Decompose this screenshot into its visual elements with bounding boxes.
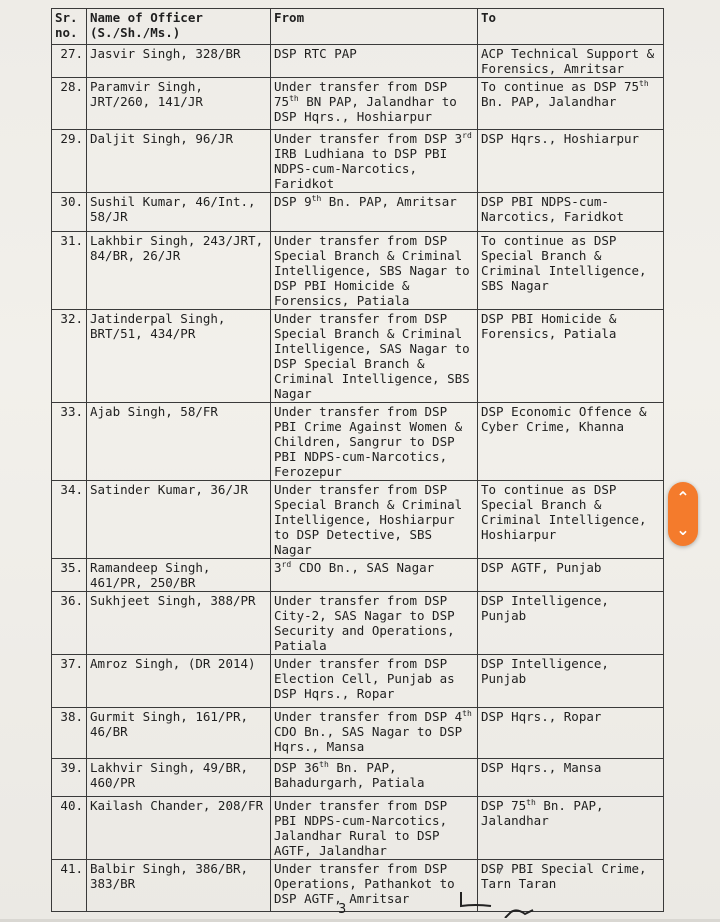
cell-sr: 33. (52, 403, 87, 481)
cell-sr: 39. (52, 759, 87, 797)
cell-name: Lakhbir Singh, 243/JRT, 84/BR, 26/JR (87, 232, 271, 310)
table-header-row (52, 9, 664, 45)
table-row (52, 797, 664, 860)
table-row (52, 592, 664, 655)
cell-from: Under transfer from DSP 75th BN PAP, Jalandhar to DSP Hqrs., Hoshiarpur (271, 78, 478, 130)
chevron-up-icon[interactable]: ⌃ (676, 488, 690, 507)
cell-sr: 37. (52, 655, 87, 708)
transfer-table (51, 8, 664, 912)
cell-from: Under transfer from DSP Operations, Pathankot to DSP AGTF, Amritsar (271, 860, 478, 912)
page-number: 3 (338, 902, 347, 917)
cell-name: Ajab Singh, 58/FR (87, 403, 271, 481)
cell-sr: 34. (52, 481, 87, 559)
cell-from: Under transfer from DSP Election Cell, Punjab as DSP Hqrs., Ropar (271, 655, 478, 708)
cell-sr: 30. (52, 193, 87, 232)
cell-sr: 31. (52, 232, 87, 310)
cell-from: DSP 9th Bn. PAP, Amritsar (271, 193, 478, 232)
cell-to: DSP Economic Offence & Cyber Crime, Khanna (478, 403, 664, 481)
scroll-widget[interactable] (668, 482, 698, 546)
cell-sr: 35. (52, 559, 87, 592)
cell-name: Jasvir Singh, 328/BR (87, 45, 271, 78)
cell-to: DSP PBI Special Crime, Tarn Taran (478, 860, 664, 912)
table-row (52, 45, 664, 78)
header-from: From (271, 9, 478, 45)
cell-sr: 36. (52, 592, 87, 655)
table-row (52, 78, 664, 130)
cell-from: Under transfer from DSP Special Branch & Criminal Intelligence, Hoshiarpur to DSP Detective, SBS Nagar (271, 481, 478, 559)
cell-sr: 38. (52, 708, 87, 759)
table-row (52, 559, 664, 592)
cell-sr: 27. (52, 45, 87, 78)
cell-to: To continue as DSP 75th Bn. PAP, Jalandhar (478, 78, 664, 130)
cell-to: DSP 75th Bn. PAP, Jalandhar (478, 797, 664, 860)
table-row (52, 193, 664, 232)
header-to: To (478, 9, 664, 45)
cell-sr: 41. (52, 860, 87, 912)
cell-from: Under transfer from DSP PBI Crime Against Women & Children, Sangrur to DSP PBI NDPS-cum-Narcotics, Ferozepur (271, 403, 478, 481)
table-row (52, 310, 664, 403)
cell-from: Under transfer from DSP Special Branch & Criminal Intelligence, SAS Nagar to DSP Special Branch & Criminal Intelligence, SBS Nagar (271, 310, 478, 403)
cell-name: Amroz Singh, (DR 2014) (87, 655, 271, 708)
cell-name: Daljit Singh, 96/JR (87, 130, 271, 193)
cell-sr: 40. (52, 797, 87, 860)
cell-to: DSP Hqrs., Ropar (478, 708, 664, 759)
cell-to: DSP PBI Homicide & Forensics, Patiala (478, 310, 664, 403)
cell-from: 3rd CDO Bn., SAS Nagar (271, 559, 478, 592)
cell-sr: 32. (52, 310, 87, 403)
cell-to: To continue as DSP Special Branch & Criminal Intelligence, Hoshiarpur (478, 481, 664, 559)
cell-from: Under transfer from DSP PBI NDPS-cum-Narcotics, Jalandhar Rural to DSP AGTF, Jalandhar (271, 797, 478, 860)
cell-to: ACP Technical Support & Forensics, Amritsar (478, 45, 664, 78)
cell-name: Sukhjeet Singh, 388/PR (87, 592, 271, 655)
cell-to: DSP Intelligence, Punjab (478, 592, 664, 655)
table-row (52, 130, 664, 193)
cell-name: Gurmit Singh, 161/PR, 46/BR (87, 708, 271, 759)
cell-from: Under transfer from DSP 3rd IRB Ludhiana to DSP PBI NDPS-cum-Narcotics, Faridkot (271, 130, 478, 193)
table-row (52, 655, 664, 708)
cell-to: DSP Hqrs., Mansa (478, 759, 664, 797)
table-row (52, 232, 664, 310)
table-row (52, 481, 664, 559)
table-row (52, 860, 664, 912)
table-row (52, 708, 664, 759)
cell-to: DSP Hqrs., Hoshiarpur (478, 130, 664, 193)
cell-sr: 29. (52, 130, 87, 193)
table-row (52, 403, 664, 481)
table-row (52, 759, 664, 797)
cell-from: Under transfer from DSP 4th CDO Bn., SAS Nagar to DSP Hqrs., Mansa (271, 708, 478, 759)
cell-name: Balbir Singh, 386/BR, 383/BR (87, 860, 271, 912)
chevron-down-icon[interactable]: ⌄ (676, 520, 690, 539)
cell-sr: 28. (52, 78, 87, 130)
cell-name: Jatinderpal Singh, BRT/51, 434/PR (87, 310, 271, 403)
cell-to: DSP AGTF, Punjab (478, 559, 664, 592)
cell-from: DSP RTC PAP (271, 45, 478, 78)
cell-name: Paramvir Singh, JRT/260, 141/JR (87, 78, 271, 130)
cell-name: Satinder Kumar, 36/JR (87, 481, 271, 559)
header-sr: Sr. no. (52, 9, 87, 45)
cell-name: Lakhvir Singh, 49/BR, 460/PR (87, 759, 271, 797)
cell-from: DSP 36th Bn. PAP, Bahadurgarh, Patiala (271, 759, 478, 797)
cell-to: To continue as DSP Special Branch & Criminal Intelligence, SBS Nagar (478, 232, 664, 310)
pen-mark (498, 860, 504, 870)
cell-from: Under transfer from DSP Special Branch & Criminal Intelligence, SBS Nagar to DSP PBI Homicide & Forensics, Patiala (271, 232, 478, 310)
cell-name: Kailash Chander, 208/FR (87, 797, 271, 860)
cell-to: DSP PBI NDPS-cum-Narcotics, Faridkot (478, 193, 664, 232)
cell-from: Under transfer from DSP City-2, SAS Nagar to DSP Security and Operations, Patiala (271, 592, 478, 655)
header-name: Name of Officer (S./Sh./Ms.) (87, 9, 271, 45)
cell-name: Sushil Kumar, 46/Int., 58/JR (87, 193, 271, 232)
cell-name: Ramandeep Singh, 461/PR, 250/BR (87, 559, 271, 592)
signature (455, 888, 545, 918)
cell-to: DSP Intelligence, Punjab (478, 655, 664, 708)
